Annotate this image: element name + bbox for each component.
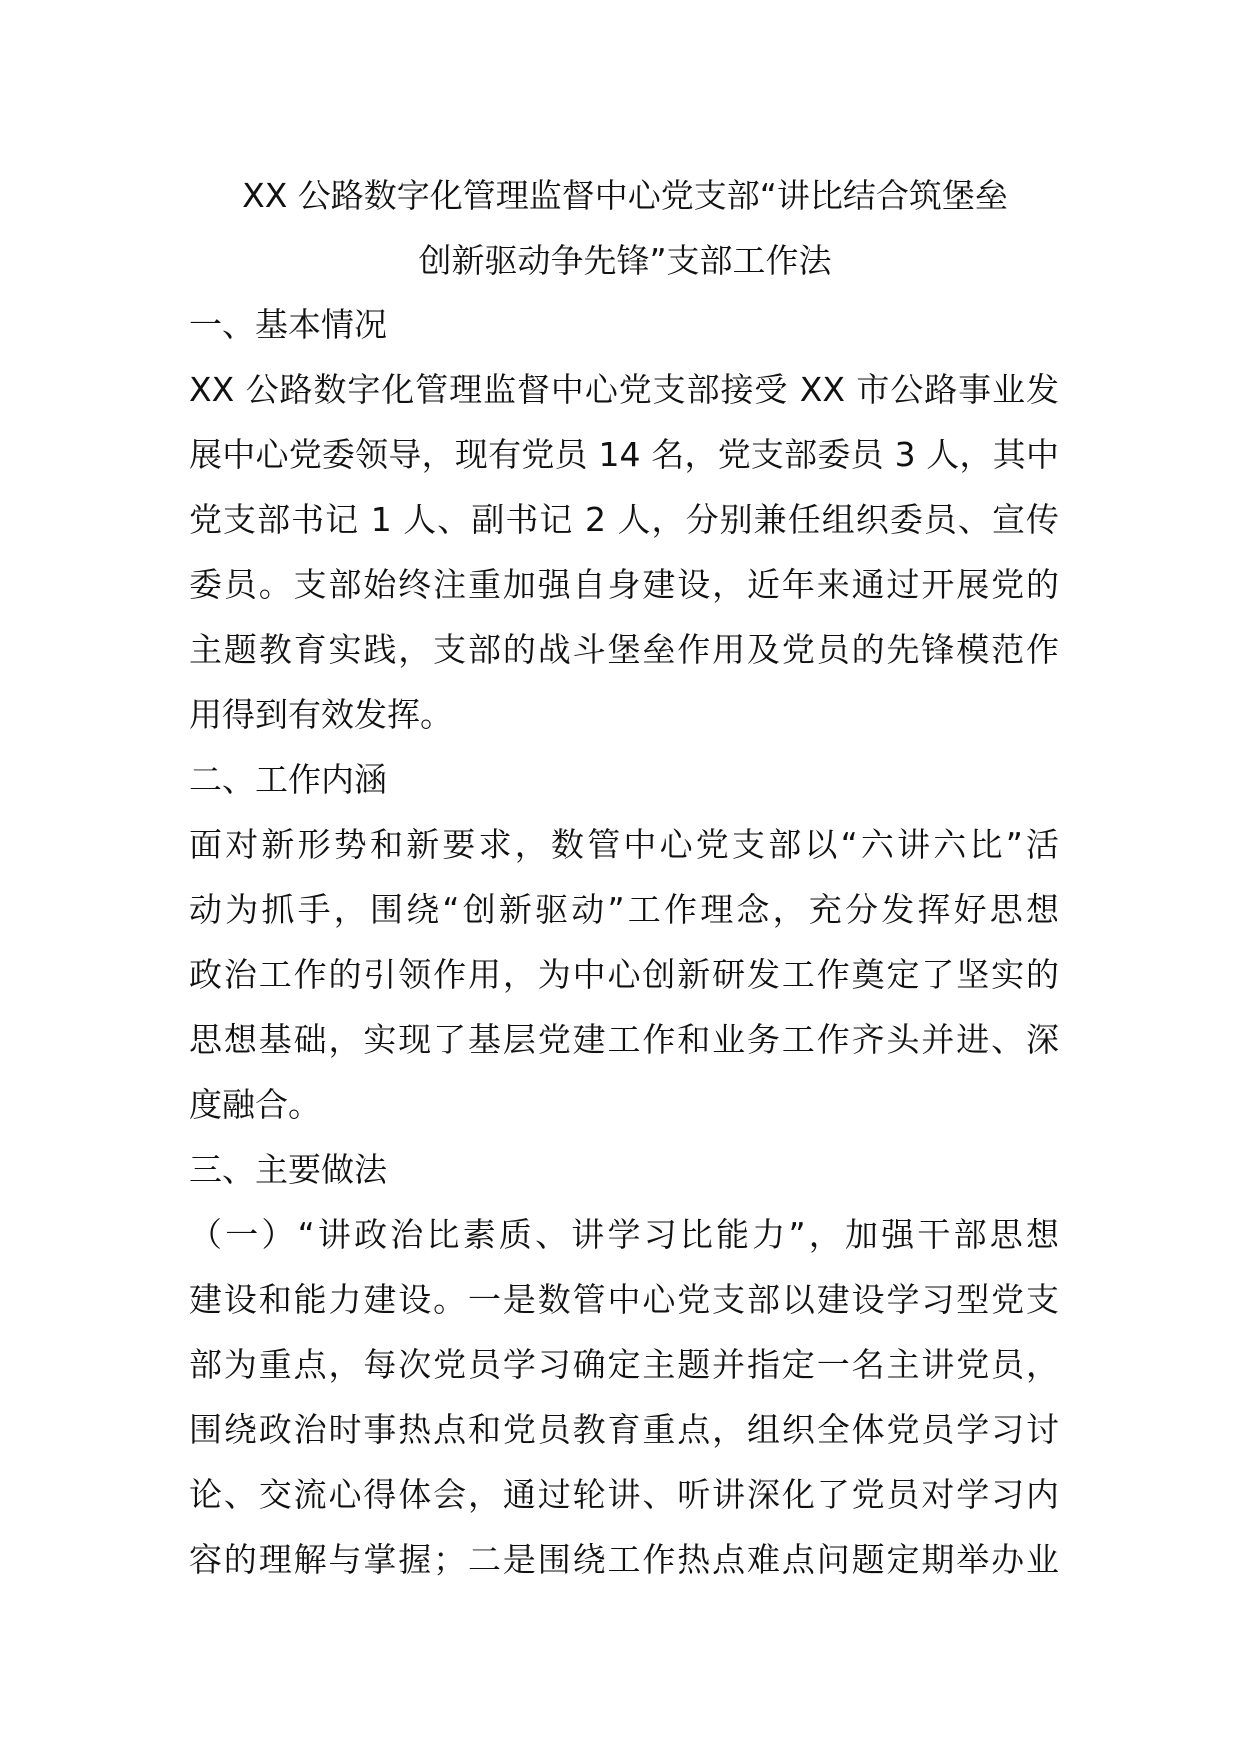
body-text-line: 动为抓手，围绕“创新驱动”工作理念，充分发挥好思想: [189, 890, 1059, 929]
body-text-line: 用得到有效发挥。: [189, 695, 453, 734]
body-text-line: 建设和能力建设。一是数管中心党支部以建设学习型党支: [189, 1280, 1059, 1319]
body-text-line: 委员。支部始终注重加强自身建设，近年来通过开展党的: [189, 565, 1059, 604]
body-text-line: 政治工作的引领作用，为中心创新研发工作奠定了坚实的: [189, 955, 1059, 994]
section-heading-basic-situation: 一、基本情况: [189, 305, 387, 344]
body-text-line: 党支部书记 1 人、副书记 2 人，分别兼任组织委员、宣传: [189, 500, 1059, 539]
body-text-line: 围绕政治时事热点和党员教育重点，组织全体党员学习讨: [189, 1410, 1059, 1449]
body-text-line: 度融合。: [189, 1085, 321, 1124]
section-heading-work-connotation: 二、工作内涵: [189, 760, 387, 799]
body-text-line: 展中心党委领导，现有党员 14 名，党支部委员 3 人，其中: [189, 435, 1059, 474]
body-text-line: 部为重点，每次党员学习确定主题并指定一名主讲党员，: [189, 1345, 1059, 1384]
document-title-line-2: 创新驱动争先锋”支部工作法: [418, 241, 832, 280]
section-heading-main-practices: 三、主要做法: [189, 1150, 387, 1189]
body-text-line: XX 公路数字化管理监督中心党支部接受 XX 市公路事业发: [189, 370, 1059, 409]
body-text-line: （一）“讲政治比素质、讲学习比能力”，加强干部思想: [189, 1215, 1059, 1254]
body-text-line: 论、交流心得体会，通过轮讲、听讲深化了党员对学习内: [189, 1475, 1059, 1514]
document-title-line-1: XX 公路数字化管理监督中心党支部“讲比结合筑堡垒: [242, 176, 1008, 215]
body-text-line: 容的理解与掌握；二是围绕工作热点难点问题定期举办业: [189, 1540, 1059, 1579]
body-text-line: 主题教育实践，支部的战斗堡垒作用及党员的先锋模范作: [189, 630, 1059, 669]
body-text-line: 思想基础，实现了基层党建工作和业务工作齐头并进、深: [189, 1020, 1059, 1059]
body-text-line: 面对新形势和新要求，数管中心党支部以“六讲六比”活: [189, 825, 1059, 864]
